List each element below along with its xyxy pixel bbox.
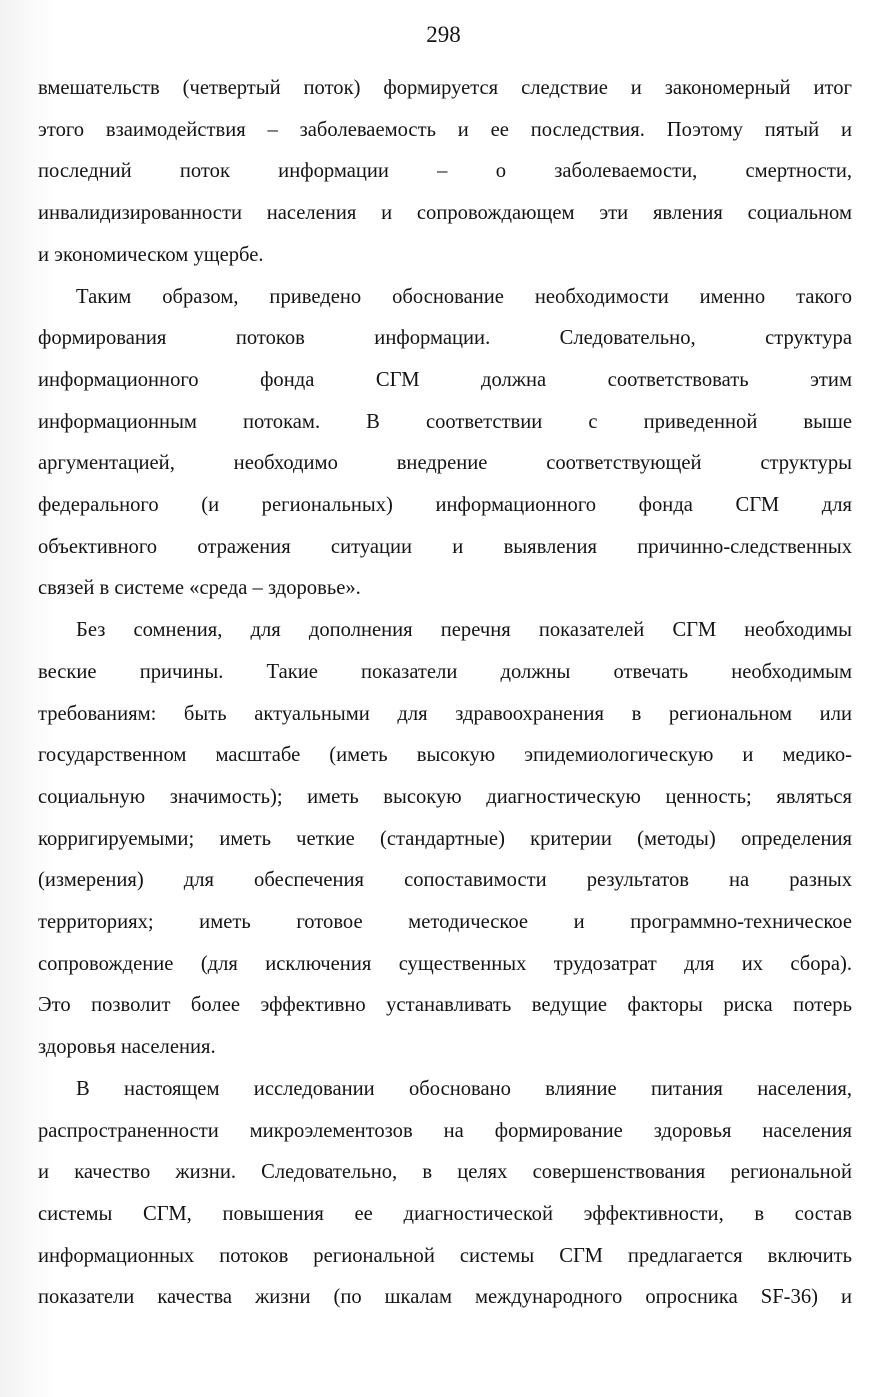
text-line: распространенности микроэлементозов на формирование здоровья населения <box>38 1119 852 1142</box>
text-line: В настоящем исследовании обосновано влияние питания населения, <box>76 1077 852 1100</box>
text-line: системы СГМ, повышения ее диагностической эффективности, в состав <box>38 1202 852 1225</box>
text-line: Таким образом, приведено обоснование необходимости именно такого <box>76 285 852 308</box>
paragraph <box>38 277 852 611</box>
text-line: федерального (и региональных) информационного фонда СГМ для <box>38 494 852 517</box>
text-line: аргументацией, необходимо внедрение соответствующей структуры <box>38 452 852 475</box>
text-line: формирования потоков информации. Следовательно, структура <box>38 327 852 350</box>
text-line: государственном масштабе (иметь высокую эпидемиологическую и медико- <box>38 744 852 767</box>
text-line: объективного отражения ситуации и выявления причинно-следственных <box>38 535 852 558</box>
text-line: инвалидизированности населения и сопровождающем эти явления социальном <box>38 202 852 225</box>
text-line: Это позволит более эффективно устанавливать ведущие факторы риска потерь <box>38 994 852 1017</box>
text-line: сопровождение (для исключения существенных трудозатрат для их сбора). <box>38 952 852 975</box>
paragraph <box>38 1069 852 1319</box>
text-line: корригируемыми; иметь четкие (стандартные) критерии (методы) определения <box>38 827 852 850</box>
page-number: 298 <box>426 22 461 47</box>
body-text <box>38 68 852 1319</box>
text-line: социальную значимость); иметь высокую диагностическую ценность; являться <box>38 785 852 808</box>
text-line: этого взаимодействия – заболеваемость и ее последствия. Поэтому пятый и <box>38 118 852 141</box>
text-line: территориях; иметь готовое методическое и программно-техническое <box>38 911 852 934</box>
text-line: Без сомнения, для дополнения перечня показателей СГМ необходимы <box>76 619 852 642</box>
text-line: и экономическом ущербе. <box>38 243 264 266</box>
text-line: информационным потокам. В соответствии с приведенной выше <box>38 410 852 433</box>
text-line: вмешательств (четвертый поток) формируется следствие и закономерный итог <box>38 77 852 99</box>
text-line: требованиям: быть актуальными для здравоохранения в региональном или <box>38 702 852 725</box>
text-line: последний поток информации – о заболеваемости, смертности, <box>38 160 852 183</box>
text-line: (измерения) для обеспечения сопоставимости результатов на разных <box>38 869 852 892</box>
text-line: показатели качества жизни (по шкалам международного опросника SF-36) и <box>38 1286 852 1309</box>
paragraph <box>38 610 852 1069</box>
text-line: веские причины. Такие показатели должны отвечать необходимым <box>38 660 852 683</box>
text-line: информационного фонда СГМ должна соответствовать этим <box>38 368 852 391</box>
text-line: и качество жизни. Следовательно, в целях совершенствования региональной <box>38 1161 852 1184</box>
text-line: здоровья населения. <box>38 1036 216 1059</box>
text-line: связей в системе «среда – здоровье». <box>38 577 361 600</box>
text-line: информационных потоков региональной системы СГМ предлагается включить <box>38 1244 852 1267</box>
paragraph <box>38 68 852 277</box>
